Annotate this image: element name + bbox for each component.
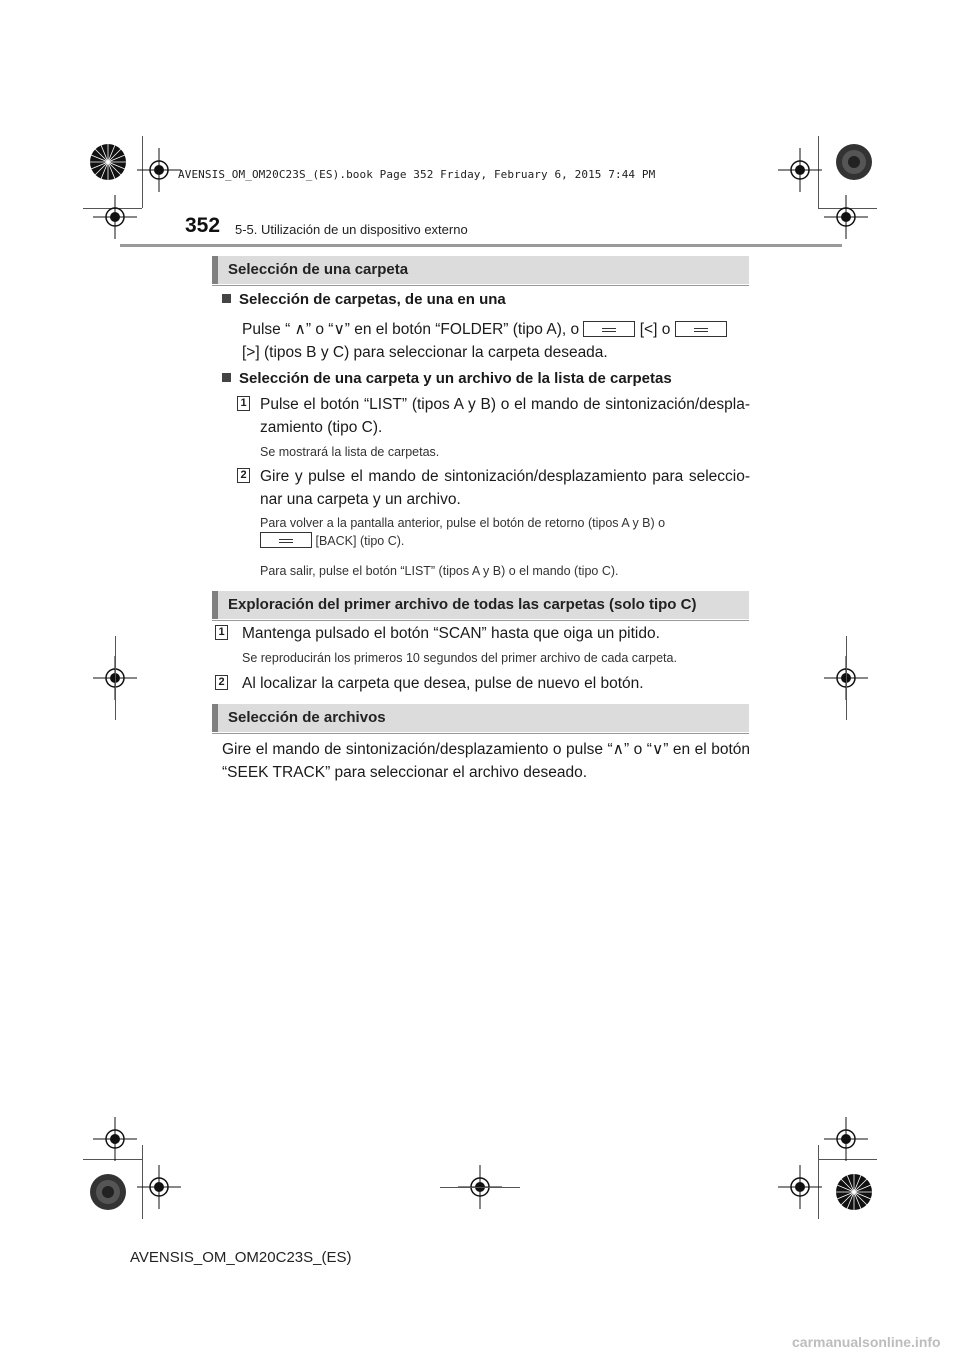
section-header-scan — [212, 591, 749, 619]
section-title: Selección de una carpeta — [228, 261, 409, 278]
step-text: Al localizar la carpeta que desea, pulse de nuevo el botón. — [242, 675, 644, 692]
registration-crosshair-icon — [778, 148, 822, 192]
starburst-mark-icon — [86, 1170, 130, 1214]
step-number-badge: 2 — [215, 675, 228, 690]
registration-crosshair-icon — [137, 1165, 181, 1209]
registration-crosshair-icon — [824, 1117, 868, 1161]
bullet-heading: Selección de carpetas, de una en una — [222, 291, 506, 308]
seek-button-icon — [675, 321, 727, 337]
registration-crosshair-icon — [93, 1117, 137, 1161]
bullet-square-icon — [222, 373, 231, 382]
section-header-files — [212, 704, 749, 732]
starburst-mark-icon — [86, 140, 130, 184]
registration-crosshair-icon — [93, 195, 137, 239]
bullet-heading: Selección de una carpeta y un archivo de la lista de carpetas — [222, 370, 672, 387]
chapter-title: 5-5. Utilización de un dispositivo externo — [235, 222, 468, 237]
step-note: Para volver a la pantalla anterior, pulse el botón de retorno (tipos A y B) o [BACK] (tipo C). — [260, 516, 666, 548]
crop-mark — [846, 636, 847, 720]
crop-mark — [440, 1187, 520, 1188]
page-number: 352 — [185, 214, 221, 237]
watermark: carmanualsonline.info — [792, 1334, 941, 1350]
paragraph: Pulse “ ∧” o “∨” en el botón “FOLDER” (tipo A), o [<] o [>] (tipos B y C) para seleccionar la carpeta deseada. — [242, 318, 750, 364]
step-text: Pulse el botón “LIST” (tipos A y B) o el mando de sintonización/despla-zamiento (tipo C). — [260, 396, 750, 436]
section-title: Exploración del primer archivo de todas las carpetas (solo tipo C) — [228, 596, 697, 613]
seek-button-icon — [583, 321, 635, 337]
step-number-badge: 2 — [237, 468, 250, 483]
book-stamp: AVENSIS_OM_OM20C23S_(ES).book Page 352 Friday, February 6, 2015 7:44 PM — [178, 168, 656, 181]
back-button-icon — [260, 532, 312, 548]
starburst-mark-icon — [832, 140, 876, 184]
step-note: Se reproducirán los primeros 10 segundos del primer archivo de cada carpeta. — [242, 651, 677, 665]
step-number-badge: 1 — [237, 396, 250, 411]
section-title: Selección de archivos — [228, 709, 386, 726]
document-code: AVENSIS_OM_OM20C23S_(ES) — [130, 1249, 352, 1266]
crop-mark — [115, 636, 116, 720]
header-rule — [120, 244, 842, 247]
step-text: Gire y pulse el mando de sintonización/desplazamiento para seleccio-nar una carpeta y un archivo. — [260, 468, 750, 508]
registration-crosshair-icon — [137, 148, 181, 192]
paragraph: Gire el mando de sintonización/desplazamiento o pulse “∧” o “∨” en el botón “SEEK TRACK” para seleccionar el archivo deseado. — [222, 741, 750, 781]
step-note: Para salir, pulse el botón “LIST” (tipos A y B) o el mando (tipo C). — [260, 564, 619, 578]
starburst-mark-icon — [832, 1170, 876, 1214]
step-note: Se mostrará la lista de carpetas. — [260, 445, 440, 459]
step-number-badge: 1 — [215, 625, 228, 640]
bullet-square-icon — [222, 294, 231, 303]
registration-crosshair-icon — [824, 195, 868, 239]
step-text: Mantenga pulsado el botón “SCAN” hasta que oiga un pitido. — [242, 625, 660, 642]
section-header-folder — [212, 256, 749, 284]
registration-crosshair-icon — [778, 1165, 822, 1209]
